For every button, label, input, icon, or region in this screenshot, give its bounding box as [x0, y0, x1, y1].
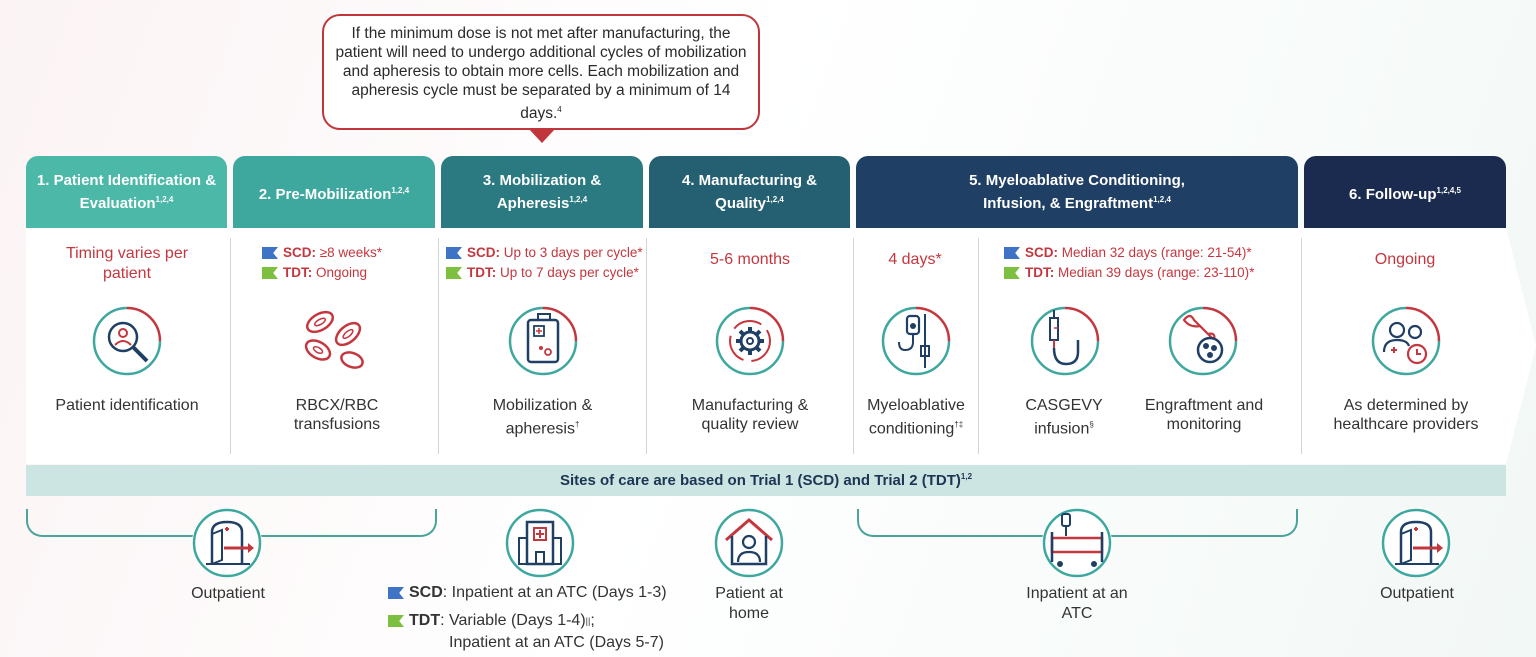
step-3-header: [441, 156, 643, 228]
patient-followup-icon: [1371, 306, 1441, 376]
infusion-syringe-icon: [1030, 306, 1100, 376]
tdt-label: TDT:: [467, 265, 497, 280]
tdt-value: Median 39 days (range: 23-110)*: [1058, 265, 1255, 280]
step-4-timing: 5-6 months: [709, 251, 791, 268]
divider: [1301, 238, 1302, 454]
scd-label: SCD:: [467, 245, 500, 260]
footnote-mark: †: [574, 420, 580, 429]
tdt-site-value-end: ;: [590, 612, 595, 629]
bone-marrow-cells-icon: [1168, 306, 1238, 376]
care-inpatient-label: Inpatient at an ATC: [1026, 585, 1128, 622]
activity-follow-up: As determined by healthcare providers: [1333, 397, 1479, 433]
tdt-label: TDT: [409, 612, 441, 629]
scd-site-value: : Inpatient at an ATC (Days 1-3): [442, 584, 667, 601]
activity-mobilization-text: Mobilization & apheresis: [492, 397, 593, 438]
manufacturing-gear-icon: [715, 306, 785, 376]
step-2-title: 2. Pre-Mobilization: [258, 185, 392, 203]
scd-label: SCD:: [1025, 245, 1058, 260]
divider: [853, 238, 854, 454]
activity-manufacturing: Manufacturing & quality review: [691, 397, 809, 433]
care-outpatient-label: Outpatient: [191, 585, 265, 602]
callout-pointer: [529, 129, 555, 143]
magnifier-person-icon: [92, 306, 162, 376]
step-6-title: 6. Follow-up: [1349, 185, 1437, 203]
step-1-timing: Timing varies per patient: [65, 245, 189, 282]
step-3-title: 3. Mobilization & Apheresis: [482, 172, 602, 212]
scd-label: SCD:: [283, 245, 316, 260]
step-3-timing: [446, 243, 643, 283]
hospital-icon: [505, 508, 575, 578]
step-2-refs: 1,2,4: [391, 185, 410, 195]
scd-value: Median 32 days (range: 21-54)*: [1061, 245, 1252, 260]
care-home-label: Patient at home: [715, 585, 783, 622]
divider: [978, 238, 979, 454]
tdt-value: Ongoing: [316, 265, 368, 280]
activity-infusion: [1016, 396, 1112, 438]
step-6-timing: Ongoing: [1374, 251, 1436, 268]
scd-flag-icon: [446, 247, 462, 259]
tdt-site-value: : Variable (Days 1-4): [440, 612, 586, 629]
divider: [438, 238, 439, 454]
activity-infusion-text: CASGEVY infusion: [1025, 397, 1103, 438]
activity-patient-identification: Patient identification: [55, 397, 199, 414]
care-mobilization-legend: [388, 582, 667, 654]
step-1-header: [26, 156, 227, 228]
step-5a-timing: 4 days*: [888, 251, 942, 268]
step-6-header: [1304, 156, 1506, 228]
activity-conditioning-text: Myeloablative conditioning: [867, 397, 965, 438]
step-5-header: [856, 156, 1298, 228]
activity-transfusions: RBCX/RBC transfusions: [293, 397, 381, 433]
step-3-refs: 1,2,4: [569, 195, 588, 204]
divider: [646, 238, 647, 454]
scd-label: SCD: [409, 584, 443, 601]
step-4-refs: 1,2,4: [766, 195, 784, 204]
step-2-timing: [262, 243, 382, 283]
activity-mobilization: [470, 396, 615, 438]
tdt-value: Up to 7 days per cycle*: [500, 265, 639, 280]
activity-engraftment: Engraftment and monitoring: [1144, 397, 1264, 433]
activity-conditioning: [860, 396, 972, 438]
footnote-mark: †‡: [954, 420, 964, 429]
scd-flag-icon: [388, 587, 404, 599]
tdt-flag-icon: [388, 615, 404, 627]
tdt-label: TDT:: [1025, 265, 1055, 280]
step-1-refs: 1,2,4: [155, 195, 174, 204]
apheresis-machine-icon: [508, 306, 578, 376]
tdt-flag-icon: [262, 267, 278, 279]
footnote-mark: §: [1089, 420, 1094, 429]
step-2-header: [233, 156, 435, 228]
home-patient-icon: [714, 508, 784, 578]
tdt-label: TDT:: [283, 265, 313, 280]
tdt-flag-icon: [446, 267, 462, 279]
callout-text: If the minimum dose is not met after manufacturing, the patient will need to undergo additional cycles of mobilization and apheresis to obtain more cells. Each mobilization and apheresis cycle must be separated by a minimum of 14 days.: [335, 25, 747, 123]
timeline-arrow: [1506, 228, 1536, 464]
divider: [230, 238, 231, 454]
outpatient-door-icon: [192, 508, 262, 578]
scd-flag-icon: [1004, 247, 1020, 259]
hospital-bed-icon: [1042, 508, 1112, 578]
step-4-title: 4. Manufacturing & Quality: [681, 172, 817, 212]
iv-drip-icon: [881, 306, 951, 376]
outpatient-door-icon: [1381, 508, 1451, 578]
scd-flag-icon: [262, 247, 278, 259]
scd-value: Up to 3 days per cycle*: [503, 245, 643, 260]
step-1-title: 1. Patient Identification & Evaluation: [36, 172, 217, 212]
step-5-refs: 1,2,4: [1153, 195, 1171, 204]
callout-box: [322, 14, 760, 130]
step-4-header: [649, 156, 850, 228]
sites-refs: 1,2: [960, 472, 973, 481]
step-5-title: 5. Myeloablative Conditioning, Infusion, & Engraftment: [969, 172, 1185, 212]
sites-of-care-bar: [26, 465, 1506, 496]
callout-ref: 4: [557, 105, 562, 114]
scd-value: ≥8 weeks*: [319, 245, 382, 260]
step-6-refs: 1,2,4,5: [1436, 185, 1461, 195]
tdt-site-value-2: Inpatient at an ATC (Days 5-7): [449, 634, 664, 651]
tdt-flag-icon: [1004, 267, 1020, 279]
step-5b-timing: [1004, 243, 1254, 283]
footnote-mark: ||: [585, 616, 591, 626]
care-outpatient-label: Outpatient: [1380, 585, 1454, 602]
sites-title: Sites of care are based on Trial 1 (SCD) and Trial 2 (TDT): [559, 472, 961, 489]
red-blood-cells-icon: [298, 302, 376, 374]
